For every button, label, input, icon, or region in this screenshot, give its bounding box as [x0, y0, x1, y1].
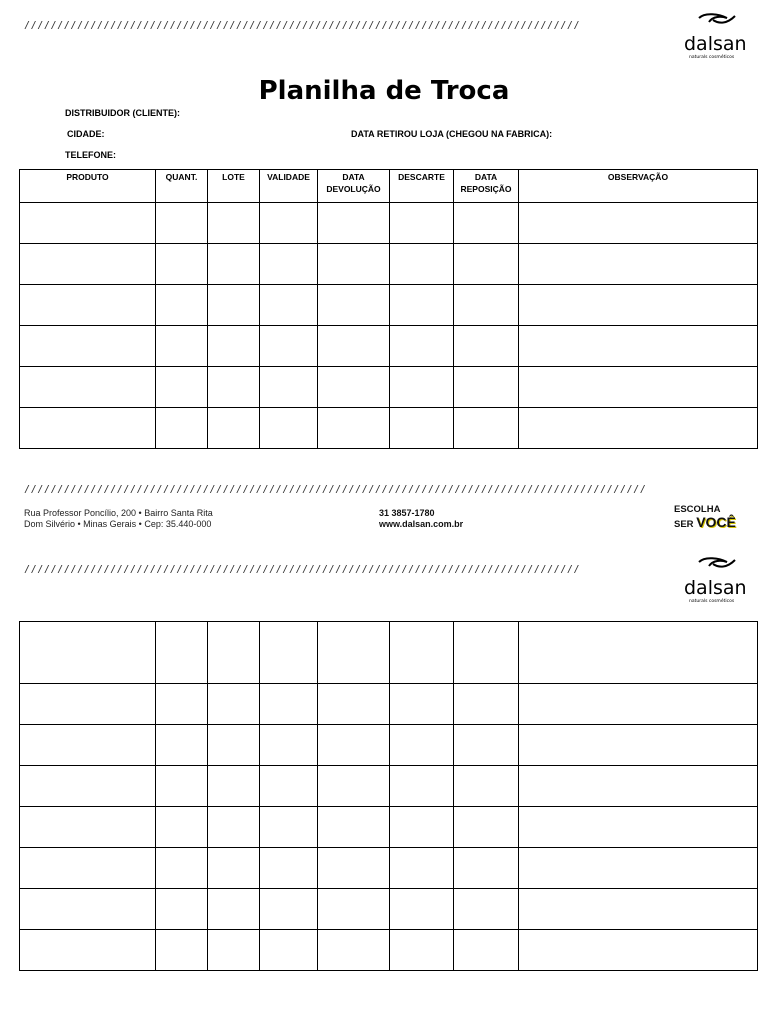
second-separator: //////////////////////////////////////////////////////////////////////////////////// [24, 564, 581, 575]
brand-tagline: naturals cosméticos [689, 55, 735, 60]
dalsan-logo-bottom [683, 556, 747, 604]
footer-contact [379, 508, 463, 530]
table-row [20, 930, 758, 971]
footer-website[interactable]: www.dalsan.com.br [379, 519, 464, 529]
table-row [20, 848, 758, 889]
table-row [20, 807, 758, 848]
table-row [20, 889, 758, 930]
table-row [20, 244, 758, 285]
brand-name: dalsan [684, 577, 747, 599]
table-header-row [20, 170, 758, 203]
slogan-line-2: SER [674, 519, 694, 530]
header-data-reposicao: DATA REPOSIÇÃO [454, 170, 519, 203]
table-row [20, 203, 758, 244]
header-quant: QUANT. [156, 170, 208, 203]
table-row [20, 367, 758, 408]
table-row [20, 766, 758, 807]
header-produto: PRODUTO [20, 170, 156, 203]
footer-address [24, 508, 213, 530]
dalsan-logo-top [683, 12, 747, 60]
brand-tagline: naturals cosméticos [689, 599, 735, 604]
field-distribuidor: DISTRIBUIDOR (CLIENTE): [65, 108, 180, 118]
field-cidade: CIDADE: [67, 129, 105, 139]
header-validade: VALIDADE [260, 170, 318, 203]
middle-separator: ////////////////////////////////////////////////////////////////////////////////////////////// [24, 484, 647, 495]
table-row [20, 285, 758, 326]
header-data-devolucao: DATA DEVOLUÇÃO [318, 170, 390, 203]
table-row [20, 725, 758, 766]
exchange-table-bottom [19, 621, 758, 971]
table-row [20, 622, 758, 684]
slogan-line-1: ESCOLHA [674, 504, 721, 515]
table-row [20, 326, 758, 367]
slogan-line-3: VOCÊ [696, 514, 736, 530]
address-line-1: Rua Professor Poncílio, 200 • Bairro Santa Rita [24, 508, 213, 518]
exchange-table-top [19, 169, 758, 449]
table-row [20, 684, 758, 725]
page-title: Planilha de Troca [258, 76, 510, 106]
field-telefone: TELEFONE: [65, 150, 116, 160]
table-row [20, 408, 758, 449]
field-data-retirou: DATA RETIROU LOJA (CHEGOU NA FABRICA): [351, 129, 553, 139]
brand-name: dalsan [684, 33, 747, 55]
slogan [674, 503, 736, 531]
header-lote: LOTE [208, 170, 260, 203]
top-separator: //////////////////////////////////////////////////////////////////////////////////// [24, 20, 581, 31]
footer-phone: 31 3857-1780 [379, 508, 435, 518]
address-line-2: Dom Silvério • Minas Gerais • Cep: 35.440-000 [24, 519, 212, 529]
header-descarte: DESCARTE [390, 170, 454, 203]
header-observacao: OBSERVAÇÃO [519, 170, 758, 203]
